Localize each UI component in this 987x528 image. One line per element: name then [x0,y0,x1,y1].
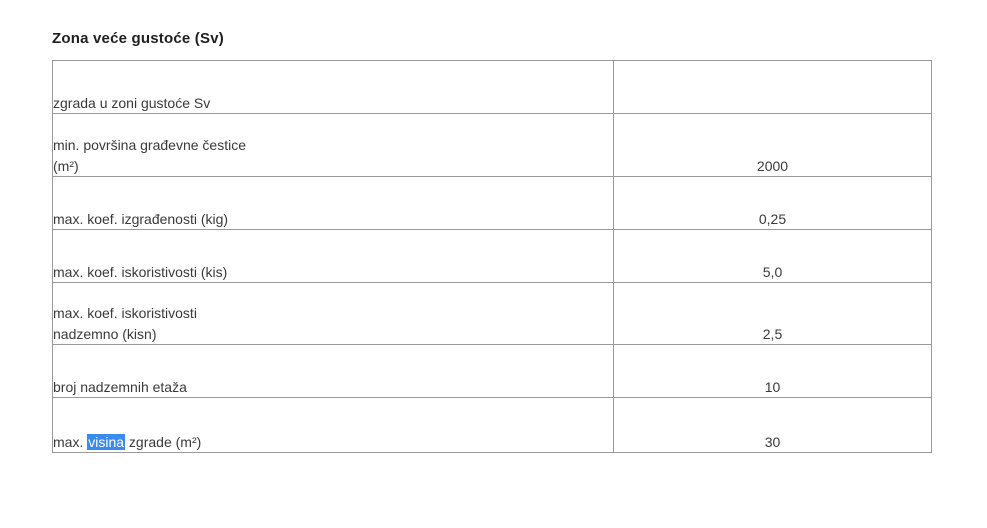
row-label-max-visina-suffix: zgrade (m²) [125,433,202,450]
row-label-max-coef-izgradenosti: max. koef. izgrađenosti (kig) [53,177,614,230]
row-value-max-visina: 30 [614,398,932,453]
table-row [53,114,932,177]
table-row [53,230,932,283]
row-label-max-coef-iskoristivosti-nadzemno [53,283,614,345]
table-row [53,345,932,398]
row-label-broj-etaza: broj nadzemnih etaža [53,345,614,398]
row-value-max-coef-iskoristivosti-nadzemno: 2,5 [614,283,932,345]
page-title: Zona veće gustoće (Sv) [52,30,224,47]
selected-word-highlight[interactable]: visina [88,433,125,450]
table-row [53,61,932,114]
row-label-max-visina-prefix: max. [53,433,88,450]
row-label-nadzemno-line1: max. koef. iskoristivosti [53,305,197,322]
row-value-broj-etaza: 10 [614,345,932,398]
table-row [53,177,932,230]
zone-parameters-table [52,60,932,453]
row-value-max-coef-iskoristivosti: 5,0 [614,230,932,283]
row-label-min-plot-area-line2: (m²) [53,157,79,174]
row-value-building-zone [614,61,932,114]
row-label-min-plot-area-line1: min. površina građevne čestice [53,137,246,154]
row-label-min-plot-area [53,114,614,177]
table-row [53,283,932,345]
row-value-min-plot-area: 2000 [614,114,932,177]
row-value-max-coef-izgradenosti: 0,25 [614,177,932,230]
row-label-max-visina [53,398,614,453]
zone-table-container [52,60,929,453]
row-label-building-zone: zgrada u zoni gustoće Sv [53,61,614,114]
table-row [53,398,932,453]
row-label-nadzemno-line2: nadzemno (kisn) [53,325,157,342]
row-label-max-coef-iskoristivosti: max. koef. iskoristivosti (kis) [53,230,614,283]
